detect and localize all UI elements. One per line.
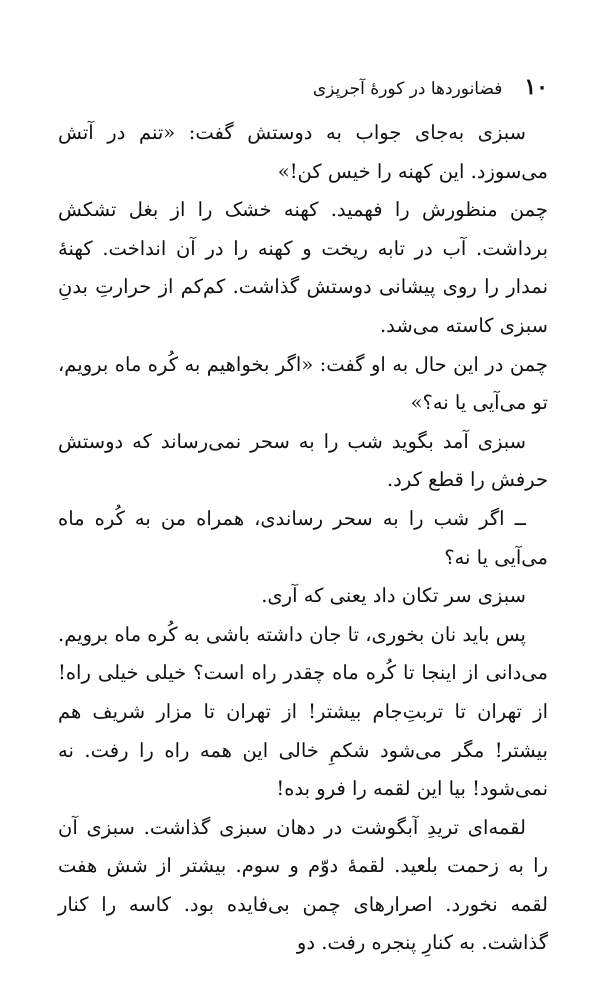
- paragraph: سبزی سر تکان داد یعنی که آری.: [261, 584, 526, 608]
- paragraph: چمن در این حال به او گفت: «اگر بخواهیم به کُره ماه برویم، تو می‌آیی یا نه؟»: [58, 352, 548, 415]
- paragraph: پس باید نان بخوری، تا جان داشته باشی به کُره ماه برویم. می‌دانی از اینجا تا کُره ماه چقدر راه است؟ خیلی خیلی راه! از تهران تا تربتِ‌جام بیشتر! از تهران تا مزار شریف هم بیشتر! مگر می‌شود شکمِ خالی این همه راه را رفت. نه نمی‌شود! بیا این لقمه را فرو بده!: [58, 622, 548, 801]
- paragraph: سبزی آمد بگوید شب را به سحر نمی‌رساند که دوستش حرفش را قطع کرد.: [58, 429, 548, 492]
- running-header: [58, 70, 548, 104]
- paragraph: سبزی به‌جای جواب به دوستش گفت: «تنم در آتش می‌سوزد. این کهنه را خیس کن!»: [58, 121, 548, 183]
- running-title: فضانوردها در کورهٔ آجرپزی: [312, 79, 503, 99]
- paragraph: لقمه‌ای تریدِ آبگوشت در دهان سبزی گذاشت. سبزی آن را به زحمت بلعید. لقمهٔ دوّم و سوم. بیشتر از شش هفت لقمه نخورد. اصرارهای چمن بی‌فایده بود. کاسه را کنار گذاشت. به کنارِ پنجره رفت. دو: [58, 815, 548, 955]
- page-number: ۱۰: [524, 74, 548, 100]
- paragraph: چمن منظورش را فهمید. کهنه خشک را از بغل تشکش برداشت. آب در تابه ریخت و کهنه را در آن انداخت. کهنهٔ نمدار را روی پیشانی دوستش گذاشت. کم‌کم از حرارتِ بدنِ سبزی کاسته می‌شد.: [58, 198, 548, 337]
- paragraph: ــ اگر شب را به سحر رساندی، همراه من به کُره ماه می‌آیی یا نه؟: [58, 506, 548, 569]
- body-text: [58, 114, 548, 963]
- book-page: [58, 70, 548, 963]
